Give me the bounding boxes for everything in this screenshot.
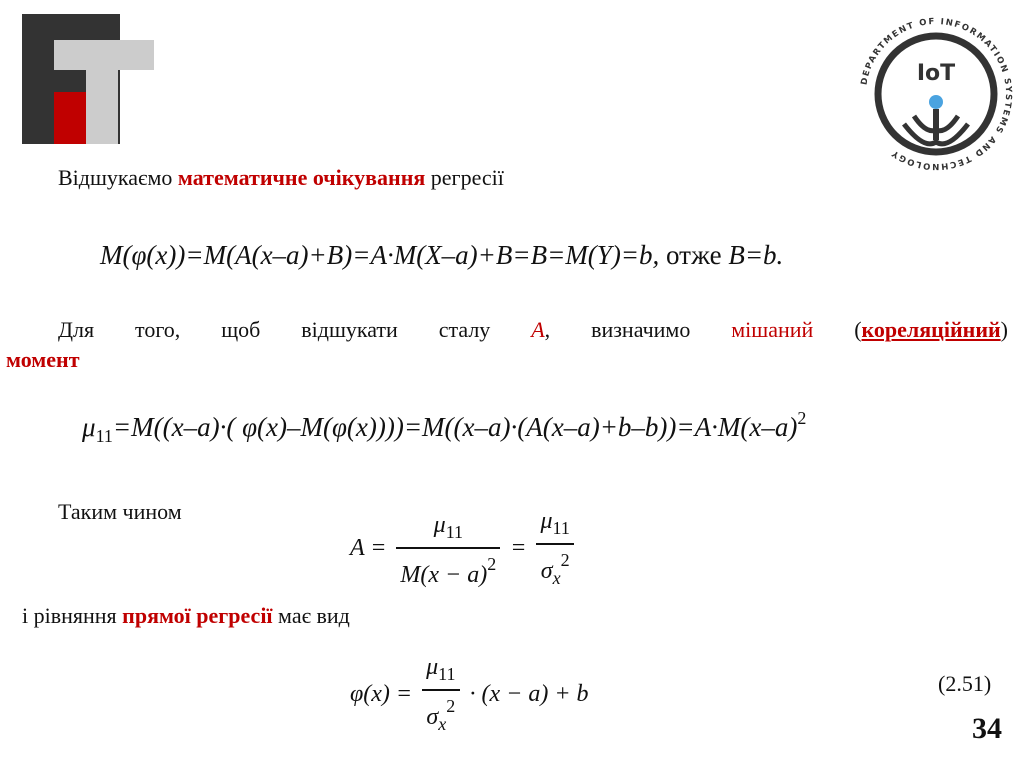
highlight-correlation: кореляційний [861, 317, 1001, 342]
frac3-mu: μ [426, 654, 439, 680]
intro-suffix: регресії [425, 165, 504, 190]
formula2-power: 2 [797, 408, 807, 428]
intro-line [58, 164, 504, 192]
fraction-3 [422, 652, 459, 739]
frac2-mu: μ [540, 508, 553, 534]
frac1-sub: 11 [445, 521, 464, 542]
regression-line [22, 602, 350, 630]
formula4-lhs: φ(x) = [350, 681, 413, 708]
frac1-mu: μ [433, 511, 446, 538]
formula-mixed-moment [82, 408, 806, 447]
mu-symbol: μ [82, 412, 96, 442]
formula-regression [350, 652, 589, 739]
regression-prefix: і рівняння [22, 603, 123, 628]
iot-ring-text: DEPARTMENT OF INFORMATION SYSTEMS AND TECHNOLOGY [859, 16, 1014, 172]
mu-subscript: 11 [95, 426, 113, 446]
ft-logo [22, 14, 154, 146]
close-paren: ) [1000, 317, 1008, 342]
highlight-mixed: мішаний [731, 317, 814, 342]
formula1-words: отже [666, 240, 722, 270]
iot-department-logo [854, 12, 1018, 176]
formula1-tail: B=b. [728, 240, 784, 270]
frac2-sub: 11 [552, 518, 570, 538]
frac2-sigma-sub: x [552, 568, 561, 588]
moment-part2: , визначимо [544, 317, 732, 342]
frac2-den-pow: 2 [560, 550, 570, 570]
frac1-den: M(x − a) [400, 561, 488, 588]
formula1-expr: M(φ(x))=M(A(x–a)+B)=A·M(X–a)+B=B=M(Y)=b, [100, 240, 660, 270]
var-A: A [531, 317, 545, 342]
thus-line: Таким чином [58, 499, 182, 524]
open-paren: ( [813, 317, 862, 342]
page-number: 34 [972, 712, 1002, 745]
formula-A [350, 506, 578, 593]
formula2-body: =M((x–a)·( φ(x)–M(φ(x))))=M((x–a)·(A(x–a)+b–b))=A·M(x–a) [112, 412, 798, 442]
svg-text:DEPARTMENT OF INFORMATION SYST [860, 17, 1014, 171]
formula3-lhs: A = [350, 535, 387, 562]
fraction-2 [536, 506, 573, 593]
equation-number: (2.51) [938, 671, 992, 696]
frac3-sigma-sub: x [438, 714, 447, 734]
formula4-rhs: · (x − a) + b [469, 681, 589, 708]
frac2-sigma: σ [540, 558, 553, 584]
frac3-sub: 11 [438, 664, 456, 684]
frac1-den-pow: 2 [487, 553, 497, 574]
moment-paragraph [58, 316, 1008, 344]
frac3-den-pow: 2 [446, 696, 456, 716]
moment-part1: Для того, щоб відшукати сталу [58, 317, 532, 342]
regression-suffix: має вид [272, 603, 350, 628]
moment-word: момент [6, 347, 80, 372]
fraction-1 [396, 510, 500, 590]
formula-expectation [100, 240, 783, 271]
highlight-linear-regression: прямої регресії [122, 603, 273, 628]
iot-text: IoT [916, 61, 956, 86]
intro-prefix: Відшукаємо [58, 165, 178, 190]
formula3-eq: = [510, 535, 527, 562]
highlight-expectation: математичне очікування [177, 165, 426, 190]
frac3-sigma: σ [426, 704, 439, 730]
